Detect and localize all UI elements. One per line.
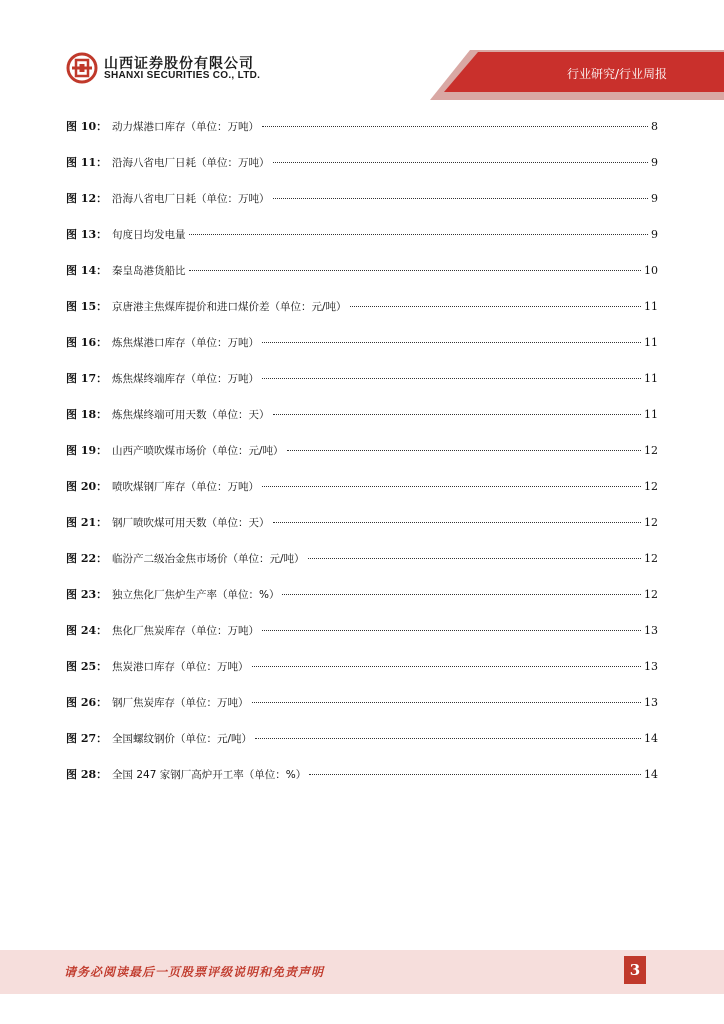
toc-page-number: 13 xyxy=(644,660,658,673)
toc-page-number: 14 xyxy=(644,768,658,781)
toc-entry[interactable] xyxy=(66,478,658,514)
toc-figure-title: 动力煤港口库存（单位：万吨） xyxy=(112,121,259,133)
toc-page-number: 11 xyxy=(644,300,658,313)
toc-dot-leader xyxy=(273,522,642,523)
toc-entry[interactable] xyxy=(66,226,658,262)
toc-dot-leader xyxy=(189,234,649,235)
toc-entry[interactable] xyxy=(66,262,658,298)
company-name-cn: 山西证券股份有限公司 xyxy=(104,56,254,72)
toc-figure-title: 焦炭港口库存（单位：万吨） xyxy=(112,661,249,673)
toc-figure-number: 图 27： xyxy=(66,732,108,745)
toc-entry[interactable] xyxy=(66,730,658,766)
toc-entry[interactable] xyxy=(66,586,658,622)
toc-figure-title: 山西产喷吹煤市场价（单位：元/吨） xyxy=(112,445,284,457)
toc-entry[interactable] xyxy=(66,550,658,586)
toc-figure-title: 旬度日均发电量 xyxy=(112,229,186,241)
toc-figure-title: 沿海八省电厂日耗（单位：万吨） xyxy=(112,193,270,205)
toc-page-number: 11 xyxy=(644,408,658,421)
toc-figure-number: 图 16： xyxy=(66,336,108,349)
toc-figure-number: 图 20： xyxy=(66,480,108,493)
toc-entry[interactable] xyxy=(66,658,658,694)
toc-figure-title: 沿海八省电厂日耗（单位：万吨） xyxy=(112,157,270,169)
toc-figure-number: 图 23： xyxy=(66,588,108,601)
report-section-label: 行业研究/行业周报 xyxy=(566,67,667,81)
toc-figure-number: 图 24： xyxy=(66,624,108,637)
toc-dot-leader xyxy=(262,126,648,127)
toc-entry[interactable] xyxy=(66,766,658,802)
toc-entry[interactable] xyxy=(66,514,658,550)
toc-figure-number: 图 22： xyxy=(66,552,108,565)
toc-dot-leader xyxy=(309,774,641,775)
toc-figure-number: 图 15： xyxy=(66,300,108,313)
toc-dot-leader xyxy=(308,558,641,559)
toc-page-number: 12 xyxy=(644,444,658,457)
toc-page-number: 14 xyxy=(644,732,658,745)
toc-figure-number: 图 26： xyxy=(66,696,108,709)
toc-figure-number: 图 11： xyxy=(66,156,108,169)
toc-figure-number: 图 21： xyxy=(66,516,108,529)
toc-dot-leader xyxy=(287,450,641,451)
toc-figure-title: 钢厂焦炭库存（单位：万吨） xyxy=(112,697,249,709)
toc-figure-title: 全国 247 家钢厂高炉开工率（单位：%） xyxy=(112,769,307,781)
toc-entry[interactable] xyxy=(66,370,658,406)
figure-list xyxy=(66,118,658,802)
toc-page-number: 12 xyxy=(644,552,658,565)
toc-dot-leader xyxy=(273,198,649,199)
toc-figure-title: 炼焦煤港口库存（单位：万吨） xyxy=(112,337,259,349)
toc-dot-leader xyxy=(273,414,642,415)
toc-figure-number: 图 18： xyxy=(66,408,108,421)
toc-page-number: 8 xyxy=(651,120,658,133)
toc-figure-title: 秦皇岛港货船比 xyxy=(112,265,186,277)
toc-page-number: 13 xyxy=(644,696,658,709)
toc-dot-leader xyxy=(262,378,641,379)
toc-figure-number: 图 12： xyxy=(66,192,108,205)
toc-page-number: 11 xyxy=(644,372,658,385)
toc-figure-number: 图 13： xyxy=(66,228,108,241)
toc-page-number: 12 xyxy=(644,480,658,493)
toc-dot-leader xyxy=(262,630,641,631)
toc-entry[interactable] xyxy=(66,622,658,658)
toc-entry[interactable] xyxy=(66,190,658,226)
toc-figure-title: 炼焦煤终端库存（单位：万吨） xyxy=(112,373,259,385)
toc-page-number: 9 xyxy=(651,156,658,169)
toc-figure-title: 临汾产二级冶金焦市场价（单位：元/吨） xyxy=(112,553,305,565)
toc-dot-leader xyxy=(252,702,642,703)
toc-figure-number: 图 25： xyxy=(66,660,108,673)
toc-figure-title: 喷吹煤钢厂库存（单位：万吨） xyxy=(112,481,259,493)
toc-figure-title: 钢厂喷吹煤可用天数（单位：天） xyxy=(112,517,270,529)
header-banner xyxy=(0,0,724,100)
toc-dot-leader xyxy=(252,666,642,667)
toc-figure-number: 图 14： xyxy=(66,264,108,277)
toc-page-number: 12 xyxy=(644,516,658,529)
toc-figure-title: 独立焦化厂焦炉生产率（单位：%） xyxy=(112,589,280,601)
disclaimer-notice: 请务必阅读最后一页股票评级说明和免责声明 xyxy=(64,965,325,979)
toc-figure-title: 京唐港主焦煤库提价和进口煤价差（单位：元/吨） xyxy=(112,301,347,313)
toc-page-number: 11 xyxy=(644,336,658,349)
toc-figure-title: 全国螺纹钢价（单位：元/吨） xyxy=(112,733,253,745)
page-number: 3 xyxy=(624,956,646,984)
toc-dot-leader xyxy=(350,306,641,307)
company-logo-icon xyxy=(66,52,98,84)
toc-page-number: 9 xyxy=(651,228,658,241)
toc-entry[interactable] xyxy=(66,118,658,154)
toc-dot-leader xyxy=(262,486,641,487)
toc-figure-number: 图 10： xyxy=(66,120,108,133)
toc-dot-leader xyxy=(273,162,649,163)
toc-entry[interactable] xyxy=(66,334,658,370)
toc-entry[interactable] xyxy=(66,406,658,442)
toc-page-number: 9 xyxy=(651,192,658,205)
toc-dot-leader xyxy=(189,270,642,271)
company-name-en: SHANXI SECURITIES CO., LTD. xyxy=(104,70,261,81)
toc-dot-leader xyxy=(282,594,641,595)
toc-entry[interactable] xyxy=(66,298,658,334)
toc-dot-leader xyxy=(255,738,641,739)
toc-figure-number: 图 19： xyxy=(66,444,108,457)
toc-entry[interactable] xyxy=(66,154,658,190)
toc-figure-title: 炼焦煤终端可用天数（单位：天） xyxy=(112,409,270,421)
toc-page-number: 13 xyxy=(644,624,658,637)
toc-entry[interactable] xyxy=(66,442,658,478)
toc-figure-number: 图 17： xyxy=(66,372,108,385)
toc-entry[interactable] xyxy=(66,694,658,730)
toc-figure-title: 焦化厂焦炭库存（单位：万吨） xyxy=(112,625,259,637)
page-header xyxy=(0,0,724,100)
toc-page-number: 10 xyxy=(644,264,658,277)
toc-dot-leader xyxy=(262,342,641,343)
toc-figure-number: 图 28： xyxy=(66,768,108,781)
toc-page-number: 12 xyxy=(644,588,658,601)
